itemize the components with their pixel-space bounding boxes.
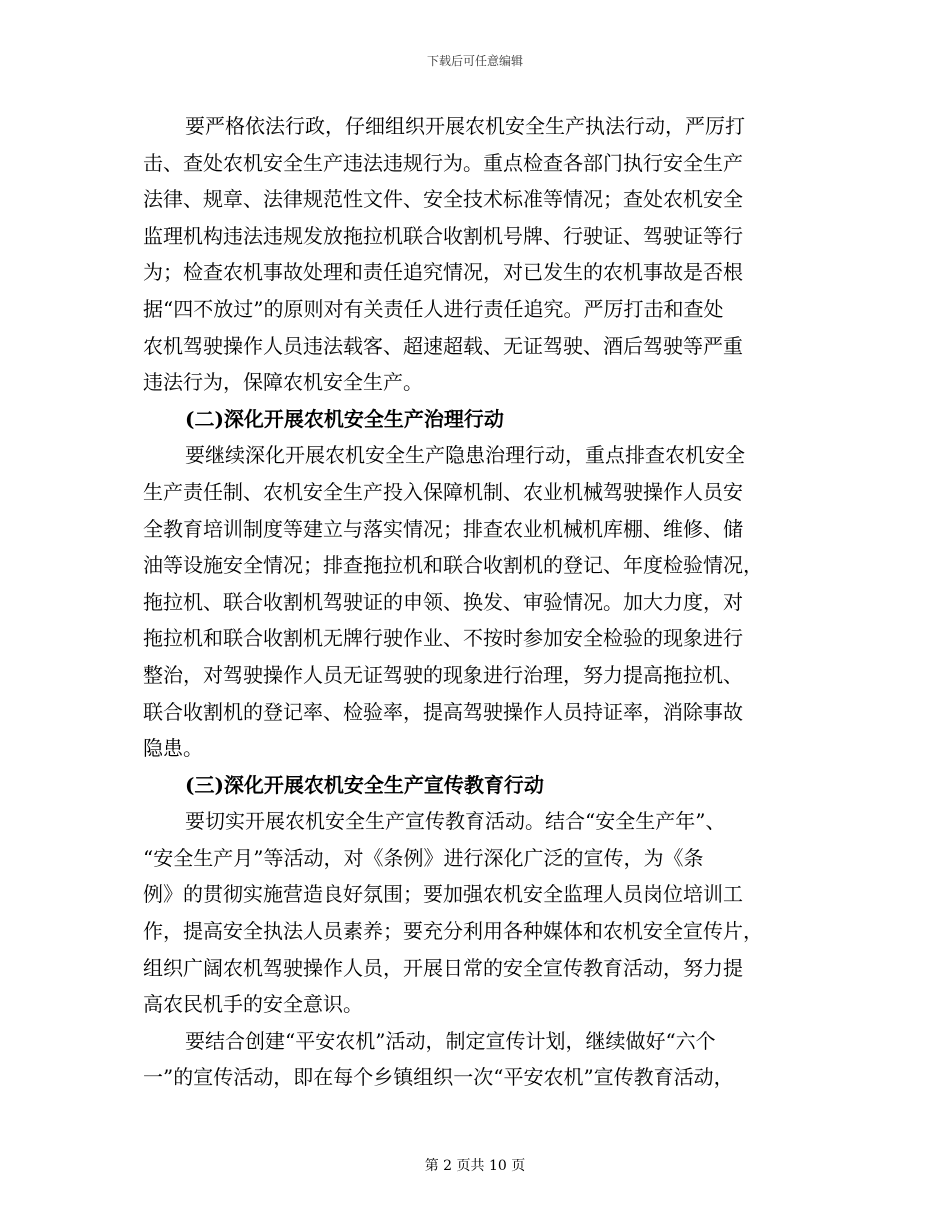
paragraph-line: 作，提高安全执法人员素养；要充分利用各种媒体和农机安全宣传片， [143,919,763,944]
paragraph-line: 违法行为，保障农机安全生产。 [143,370,423,395]
paragraph-line: 监理机构违法违规发放拖拉机联合收割机号牌、行驶证、驾驶证等行 [143,223,743,248]
page-footer: 第 2 页共 10 页 [424,1158,526,1174]
paragraph-line: 高农民机手的安全意识。 [143,992,363,1017]
paragraph-line: 据“四不放过”的原则对有关责任人进行责任追究。严厉打击和查处 [143,296,724,321]
section-heading: (二)深化开展农机安全生产治理行动 [185,406,504,431]
paragraph-line: 要结合创建“平安农机”活动，制定宣传计划，继续做好“六个 [185,1028,716,1053]
paragraph-line: 生产责任制、农机安全生产投入保障机制、农业机械驾驶操作人员安 [143,479,743,504]
section-heading: (三)深化开展农机安全生产宣传教育行动 [185,772,544,797]
paragraph-line: “安全生产月”等活动，对《条例》进行深化广泛的宣传，为《条 [143,845,704,870]
paragraph-line: 为；检查农机事故处理和责任追究情况，对已发生的农机事故是否根 [143,260,743,285]
paragraph-line: 拖拉机和联合收割机无牌行驶作业、不按时参加安全检验的现象进行 [143,626,743,651]
paragraph-line: 联合收割机的登记率、检验率，提高驾驶操作人员持证率，消除事故 [143,699,743,724]
paragraph-line: 一”的宣传活动，即在每个乡镇组织一次“平安农机”宣传教育活动， [143,1065,734,1090]
paragraph-line: 法律、规章、法律规范性文件、安全技术标准等情况；查处农机安全 [143,187,743,212]
document-body [143,108,808,1096]
paragraph-line: 要切实开展农机安全生产宣传教育活动。结合“安全生产年”、 [185,809,726,834]
paragraph-line: 全教育培训制度等建立与落实情况；排查农业机械机库棚、维修、储 [143,516,743,541]
paragraph-line: 隐患。 [143,736,203,761]
paragraph-line: 例》的贯彻实施营造良好氛围；要加强农机安全监理人员岗位培训工 [143,882,743,907]
paragraph-line: 要继续深化开展农机安全生产隐患治理行动，重点排查农机安全 [185,443,745,468]
paragraph-line: 拖拉机、联合收割机驾驶证的申领、换发、审验情况。加大力度，对 [143,589,743,614]
paragraph-line: 农机驾驶操作人员违法载客、超速超载、无证驾驶、酒后驾驶等严重 [143,333,743,358]
paragraph-line: 击、查处农机安全生产违法违规行为。重点检查各部门执行安全生产 [143,150,743,175]
paragraph-line: 整治，对驾驶操作人员无证驾驶的现象进行治理，努力提高拖拉机、 [143,662,743,687]
paragraph-line: 油等设施安全情况；排查拖拉机和联合收割机的登记、年度检验情况， [143,553,763,578]
paragraph-line: 组织广阔农机驾驶操作人员，开展日常的安全宣传教育活动，努力提 [143,955,743,980]
paragraph-line: 要严格依法行政，仔细组织开展农机安全生产执法行动，严厉打 [185,114,745,138]
page-header: 下载后可任意编辑 [426,54,523,68]
